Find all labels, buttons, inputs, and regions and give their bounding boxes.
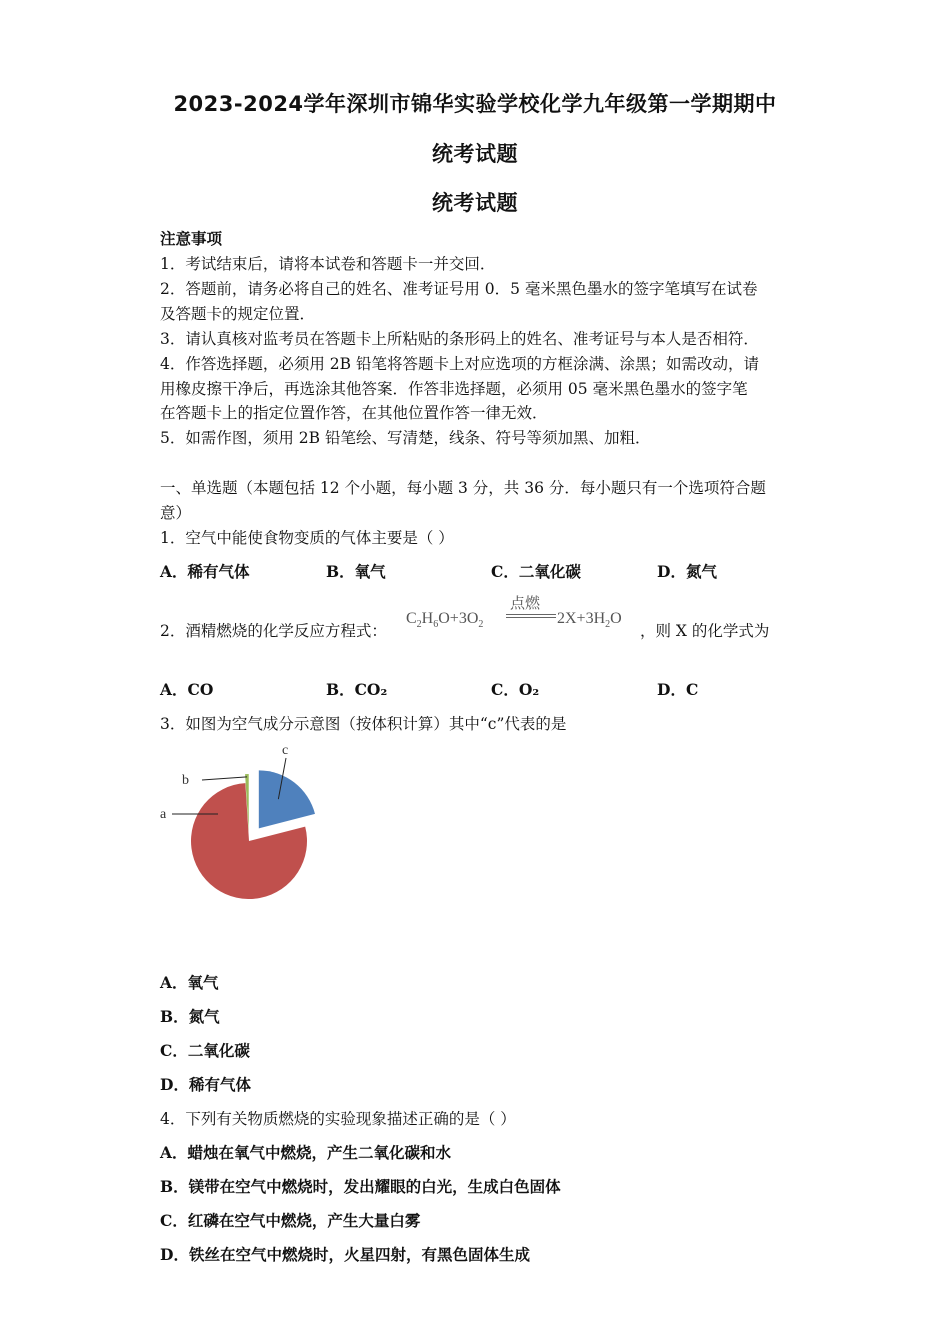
question-1-stem: 1．空气中能使食物变质的气体主要是（ ） — [160, 529, 454, 547]
equation-condition: 点燃 — [510, 596, 541, 612]
page-title-line2: 统考试题 — [432, 142, 518, 166]
question-3-option-b[interactable]: B．氮气 — [160, 1007, 220, 1026]
pie-slice-c — [259, 770, 315, 828]
pie-label-b: b — [182, 773, 189, 788]
notes-line: 4．作答选择题，必须用 2B 铅笔将答题卡上对应选项的方框涂满、涂黑；如需改动，请 — [160, 355, 759, 373]
question-1-option-d[interactable]: D．氮气 — [657, 562, 717, 581]
question-3-stem: 3．如图为空气成分示意图（按体积计算）其中“c”代表的是 — [160, 715, 567, 733]
question-2-stem-end: ，则 X 的化学式为 — [640, 622, 770, 640]
notes-line: 2．答题前，请务必将自己的姓名、准考证号用 0．5 毫米黑色墨水的签字笔填写在试卷 — [160, 280, 758, 298]
question-3-option-a[interactable]: A．氧气 — [160, 973, 219, 992]
pie-label-a: a — [160, 807, 167, 822]
page-title-line3: 统考试题 — [432, 191, 518, 215]
notes-line: 用橡皮擦干净后，再选涂其他答案．作答非选择题，必须用 05 毫米黑色墨水的签字笔 — [160, 380, 748, 398]
equation-products: $2X+3H_2O$ — [557, 610, 622, 631]
question-3-option-d[interactable]: D．稀有气体 — [160, 1075, 251, 1094]
question-2-option-b[interactable]: B．CO₂ — [326, 680, 388, 699]
section-heading-cont: 意） — [160, 504, 192, 522]
air-composition-pie-chart — [150, 738, 350, 913]
notes-line: 1．考试结束后，请将本试卷和答题卡一并交回． — [160, 255, 496, 273]
question-1-option-c[interactable]: C．二氧化碳 — [491, 562, 581, 581]
question-4-option-c[interactable]: C．红磷在空气中燃烧，产生大量白雾 — [160, 1211, 421, 1230]
equation-equals-top — [506, 614, 556, 615]
question-2-option-d[interactable]: D．C — [657, 680, 699, 699]
question-3-option-c[interactable]: C．二氧化碳 — [160, 1041, 250, 1060]
pie-leader-b — [202, 777, 247, 780]
question-1-option-b[interactable]: B．氧气 — [326, 562, 386, 581]
question-1-option-a[interactable]: A．稀有气体 — [160, 562, 250, 581]
equation-equals-bottom — [506, 617, 556, 618]
question-4-option-d[interactable]: D．铁丝在空气中燃烧时，火星四射，有黑色固体生成 — [160, 1245, 530, 1264]
notes-line: 在答题卡上的指定位置作答，在其他位置作答一律无效． — [160, 404, 548, 422]
question-2-option-c[interactable]: C．O₂ — [491, 680, 540, 699]
page-title-line1: 2023-2024学年深圳市锦华实验学校化学九年级第一学期期中 — [173, 92, 777, 116]
question-4-option-b[interactable]: B．镁带在空气中燃烧时，发出耀眼的白光，生成白色固体 — [160, 1177, 561, 1196]
notes-line: 及答题卡的规定位置． — [160, 305, 316, 323]
question-2-stem: 2．酒精燃烧的化学反应方程式： — [160, 622, 387, 640]
section-heading: 一、单选题（本题包括 12 个小题，每小题 3 分，共 36 分．每小题只有一个选项符合题 — [160, 479, 766, 497]
question-2-option-a[interactable]: A．CO — [160, 680, 214, 699]
pie-label-c: c — [282, 743, 289, 758]
equation-reactants: $C_2H_6O+3O_2$ — [406, 610, 484, 631]
combustion-equation — [406, 592, 656, 642]
notes-heading: 注意事项 — [160, 229, 223, 248]
question-4-stem: 4．下列有关物质燃烧的实验现象描述正确的是（ ） — [160, 1110, 516, 1128]
question-4-option-a[interactable]: A．蜡烛在氧气中燃烧，产生二氧化碳和水 — [160, 1143, 452, 1162]
notes-line: 3．请认真核对监考员在答题卡上所粘贴的条形码上的姓名、准考证号与本人是否相符． — [160, 330, 759, 348]
notes-line: 5．如需作图，须用 2B 铅笔绘、写清楚，线条、符号等须加黑、加粗． — [160, 429, 651, 447]
